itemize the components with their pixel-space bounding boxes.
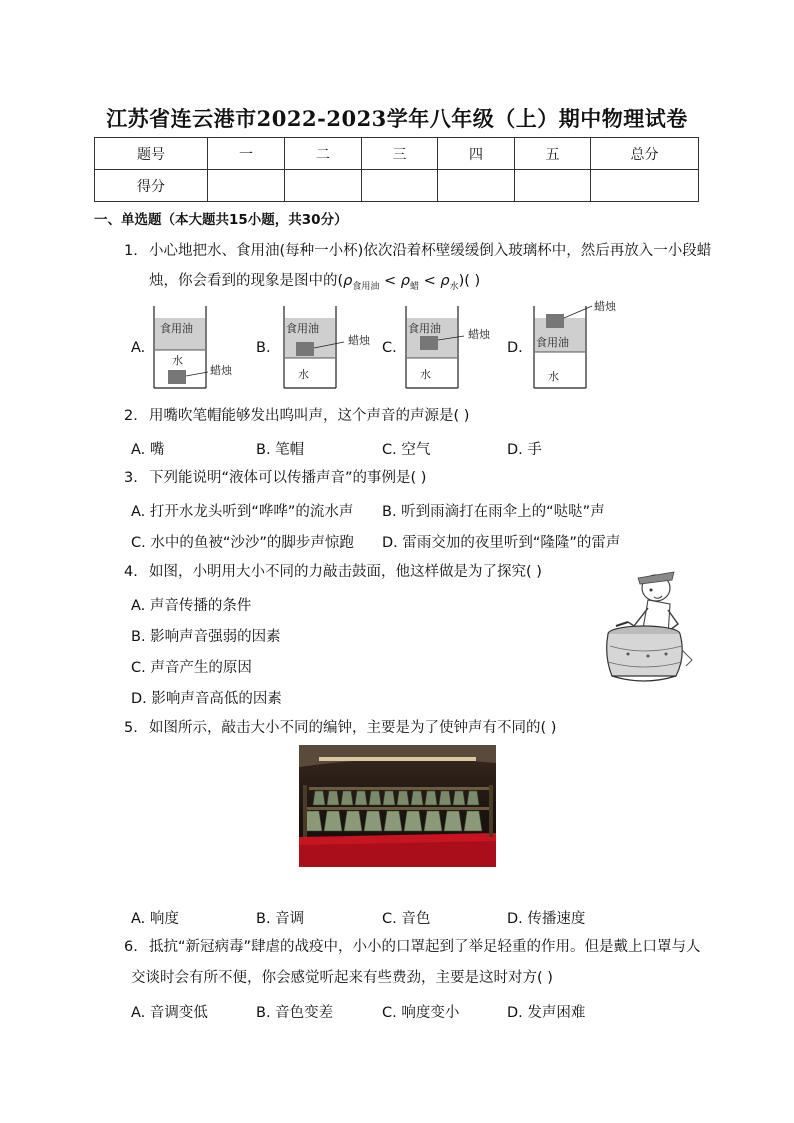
option-d[interactable]: D. 手 [507,442,542,458]
question-text: 如图所示，敲击大小不同的编钟，主要是为了使钟声有不同的( ) [149,720,557,736]
svg-text:蜡烛: 蜡烛 [210,364,232,377]
question-text: 如图，小明用大小不同的力敲击鼓面，他这样做是为了探究( ) [149,564,542,580]
option-d[interactable]: D. 影响声音高低的因素 [131,691,282,707]
option-a[interactable]: A. 音调变低 [131,1005,208,1021]
score-cell: 得分 [95,170,208,202]
score-table [94,137,699,202]
cup-figure-c [400,300,500,392]
svg-text:蜡烛: 蜡烛 [468,328,490,341]
option-c[interactable]: C. 响度变小 [382,1005,460,1021]
question-text: 抵抗“新冠病毒”肆虐的战疫中，小小的口罩起到了举足轻重的作用。但是戴上口罩与人 [149,939,701,955]
question-number: 2. [124,408,138,424]
question-number: 1. [124,243,138,259]
option-c[interactable]: C. 空气 [382,442,431,458]
svg-text:蜡烛: 蜡烛 [594,300,616,313]
svg-text:食用油: 食用油 [408,322,441,335]
score-cell: 二 [285,138,362,170]
score-input-cell[interactable] [208,170,285,202]
option-b[interactable]: B. [256,340,271,356]
option-a[interactable]: A. [131,340,146,356]
section-heading: 一、单选题（本大题共15小题，共30分） [94,212,348,228]
svg-text:水: 水 [172,354,183,367]
option-b[interactable]: B. 音色变差 [256,1005,334,1021]
score-input-cell[interactable] [285,170,362,202]
question-number: 5. [124,720,138,736]
svg-text:食用油: 食用油 [160,322,193,335]
score-table-header-row [95,138,699,170]
option-b[interactable]: B. 笔帽 [256,442,305,458]
option-b[interactable]: B. 音调 [256,911,305,927]
svg-text:水: 水 [420,368,431,381]
svg-text:食用油: 食用油 [536,336,569,349]
question-text: 用嘴吹笔帽能够发出呜叫声，这个声音的声源是( ) [149,408,470,424]
option-a[interactable]: A. 响度 [131,911,179,927]
question-text: 交谈时会有所不便，你会感觉听起来有些费劲，主要是这时对方( ) [131,970,553,986]
option-a[interactable]: A. 声音传播的条件 [131,598,252,614]
option-c[interactable]: C. 声音产生的原因 [131,660,252,676]
cup-figure-d [528,296,628,392]
score-cell: 三 [362,138,438,170]
score-input-cell[interactable] [515,170,591,202]
score-table-score-row [95,170,699,202]
option-c[interactable]: C. [382,340,397,356]
question-text: 烛，你会看到的现象是图中的$(\rho_{食用油} < \rho_蜡 < \rho_水)$( ) [149,273,481,292]
option-c[interactable]: C. 水中的鱼被“沙沙”的脚步声惊跑 [131,535,354,551]
question-number: 6. [124,939,138,955]
option-c[interactable]: C. 音色 [382,911,431,927]
question-text: 小心地把水、食用油(每种一小杯)依次沿着杯壁缓缓倒入玻璃杯中，然后再放入一小段蜡 [149,243,712,259]
cup-figure-b [278,300,378,392]
svg-text:蜡烛: 蜡烛 [348,334,370,347]
score-cell: 题号 [95,138,208,170]
question-number: 3. [124,470,138,486]
question-text: 下列能说明“液体可以传播声音”的事例是( ) [149,470,427,486]
score-input-cell[interactable] [438,170,515,202]
svg-text:水: 水 [298,368,309,381]
drum-figure [598,564,698,686]
option-b[interactable]: B. 影响声音强弱的因素 [131,629,281,645]
score-input-cell[interactable] [591,170,699,202]
option-d[interactable]: D. 发声困难 [507,1005,586,1021]
score-cell: 五 [515,138,591,170]
bianzhong-photo [299,745,496,867]
cup-figure-a [148,300,243,392]
option-a[interactable]: A. 嘴 [131,442,165,458]
score-cell: 一 [208,138,285,170]
score-input-cell[interactable] [362,170,438,202]
score-cell: 四 [438,138,515,170]
question-number: 4. [124,564,138,580]
option-d[interactable]: D. [507,340,523,356]
option-b[interactable]: B. 听到雨滴打在雨伞上的“哒哒”声 [382,504,605,520]
svg-text:水: 水 [548,370,559,383]
option-a[interactable]: A. 打开水龙头听到“哗哗”的流水声 [131,504,354,520]
exam-title: 江苏省连云港市2022-2023学年八年级（上）期中物理试卷 [106,106,688,131]
option-d[interactable]: D. 传播速度 [507,911,586,927]
svg-text:食用油: 食用油 [286,322,319,335]
score-cell: 总分 [591,138,699,170]
option-d[interactable]: D. 雷雨交加的夜里听到“隆隆”的雷声 [382,535,621,551]
